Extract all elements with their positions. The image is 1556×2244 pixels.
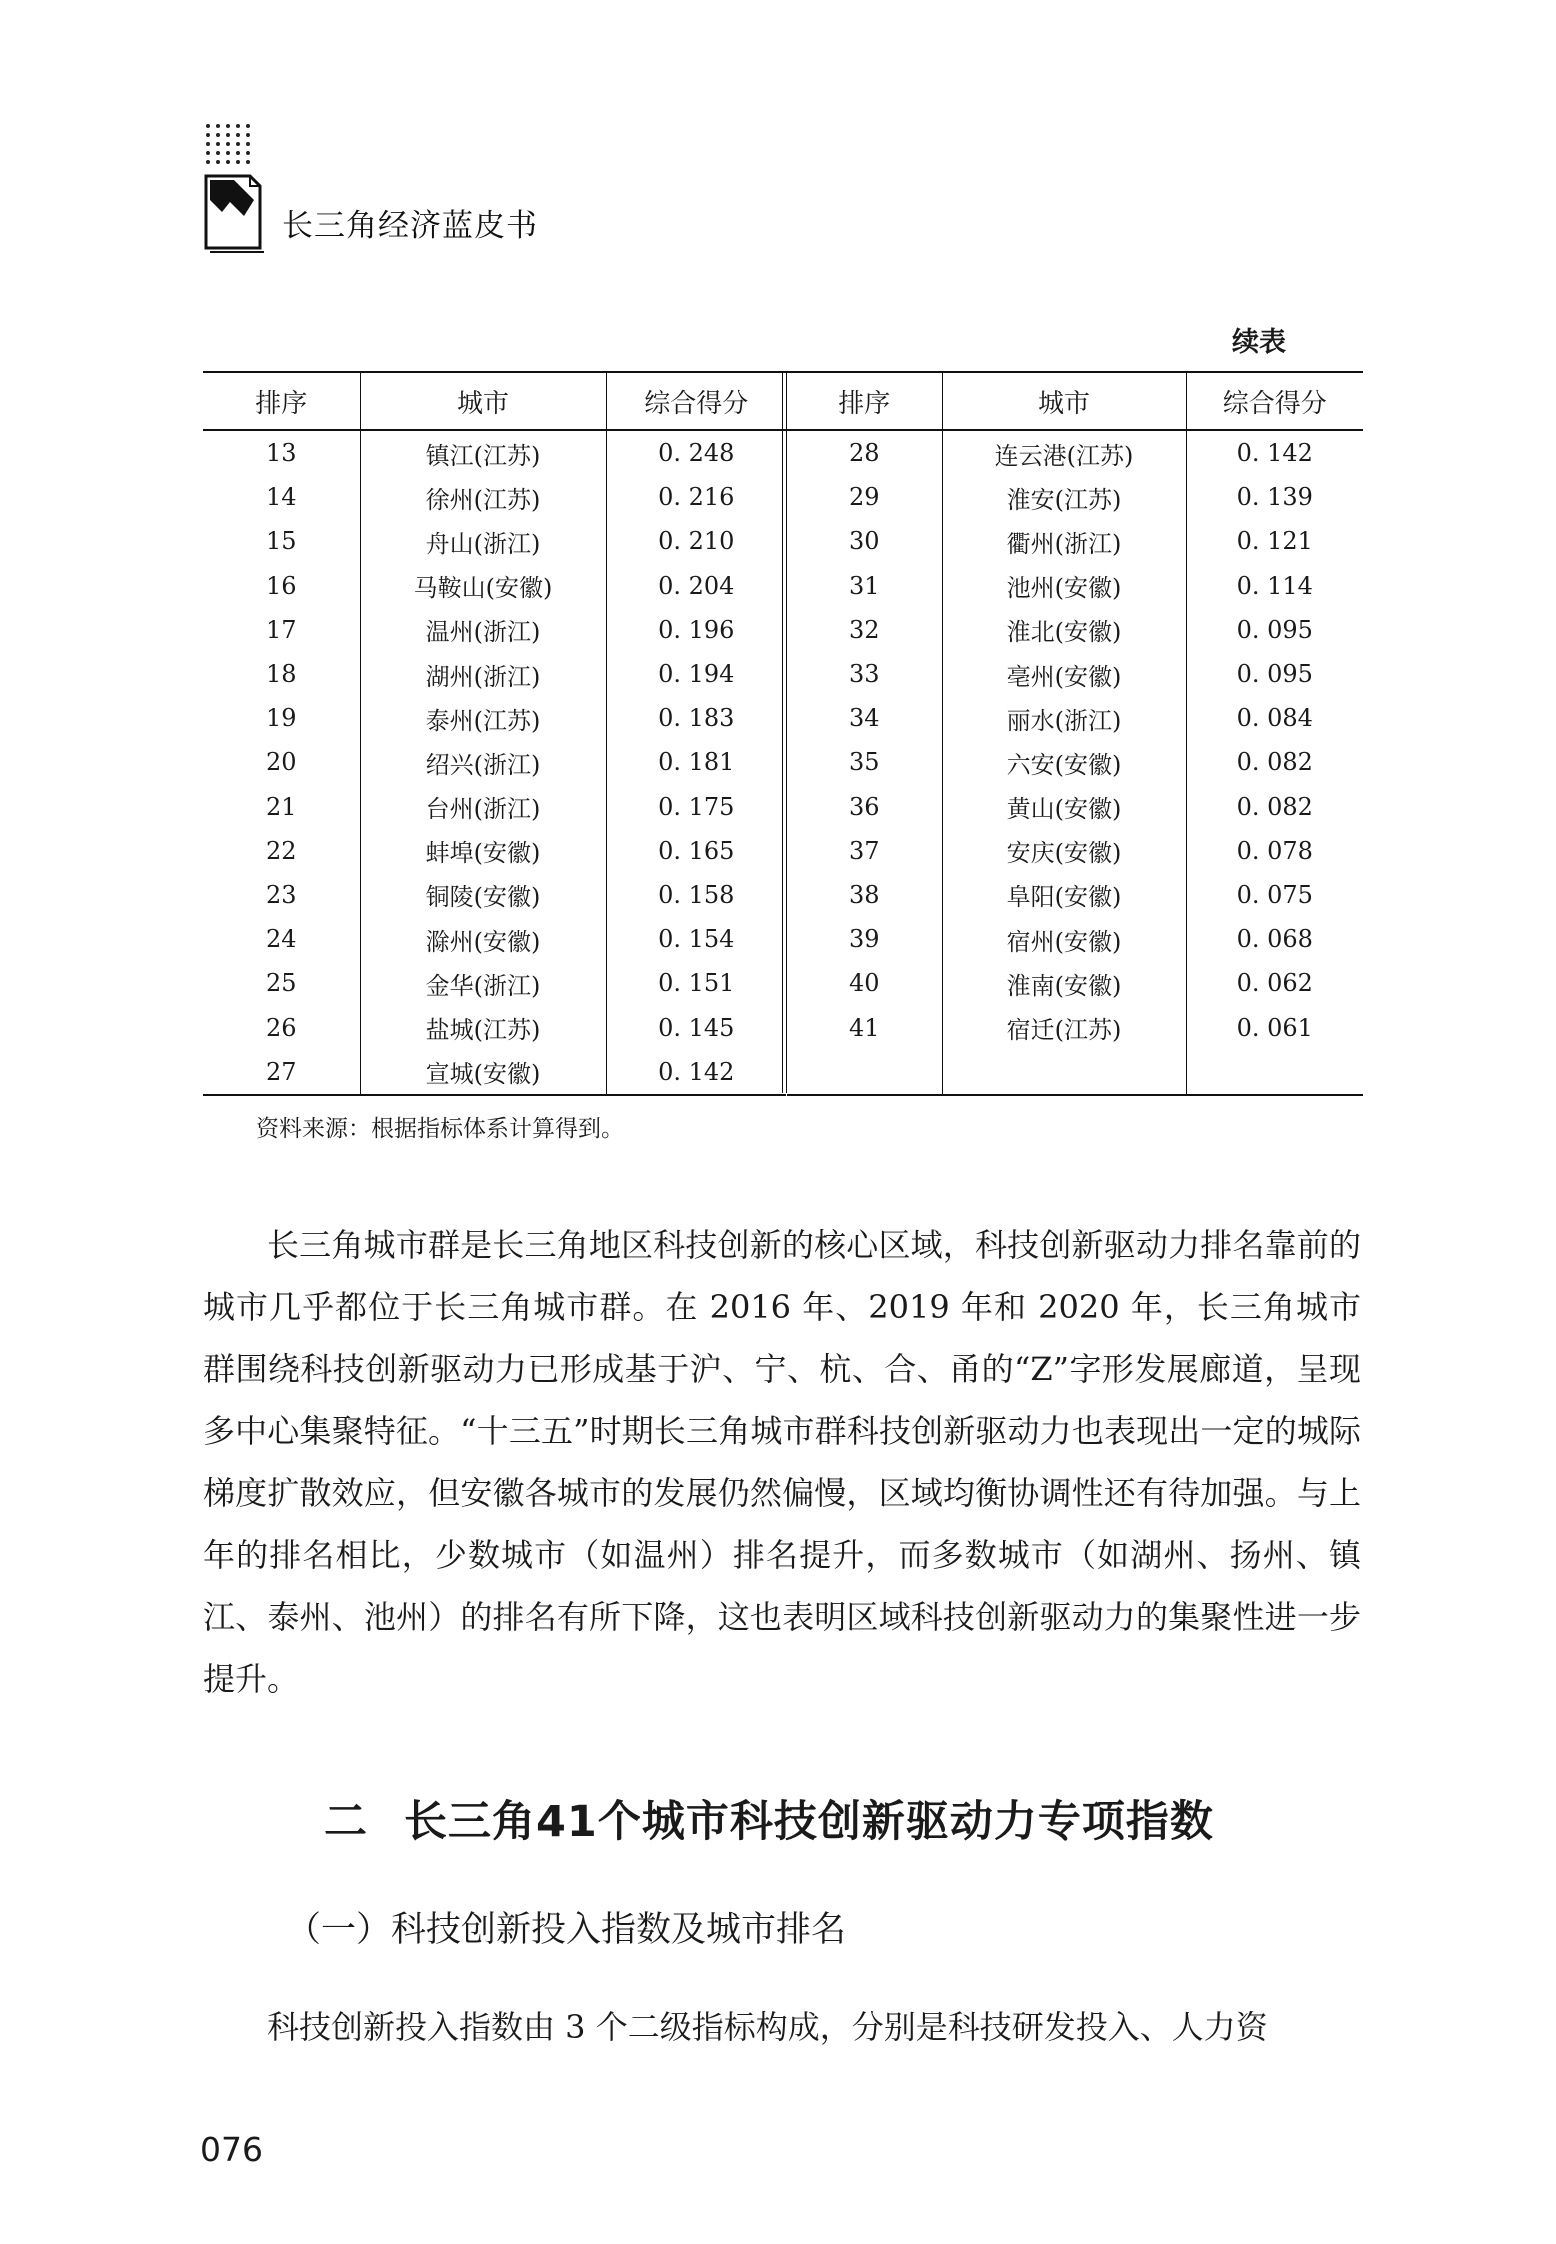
- table-row: [203, 873, 786, 917]
- score-cell: 0. 075: [1186, 873, 1363, 917]
- rank-cell: 23: [265, 880, 297, 909]
- rank-cell: 16: [265, 571, 297, 600]
- table-row: [203, 475, 786, 519]
- column-header-rank: 排序: [203, 372, 360, 430]
- score-cell: 0. 084: [1186, 696, 1363, 740]
- score-cell: 0. 210: [606, 519, 786, 563]
- column-header-city: 城市: [360, 372, 606, 430]
- rank-cell: [787, 1050, 942, 1095]
- score-cell: 0. 082: [1186, 785, 1363, 829]
- rank-cell: 15: [265, 527, 297, 556]
- city-cell: 舟山(浙江): [360, 519, 606, 563]
- score-cell: 0. 151: [606, 961, 786, 1005]
- score-cell: 0. 158: [606, 873, 786, 917]
- table-row: [203, 652, 786, 696]
- rank-cell: 13: [265, 439, 297, 468]
- score-cell: 0. 095: [1186, 652, 1363, 696]
- body-paragraph-continued: 科技创新投入指数由 3 个二级指标构成，分别是科技研发投入、人力资: [267, 2008, 1268, 2046]
- city-cell: 马鞍山(安徽): [360, 564, 606, 608]
- book-series-logo: [200, 120, 272, 260]
- score-cell: 0. 142: [1186, 430, 1363, 475]
- rank-cell: 37: [848, 836, 880, 865]
- city-cell: 池州(安徽): [942, 564, 1186, 608]
- city-cell: 台州(浙江): [360, 785, 606, 829]
- rank-cell: 14: [265, 483, 297, 512]
- table-continued-label: 续表: [1232, 327, 1286, 358]
- table-row: [787, 740, 1363, 784]
- city-cell: 淮南(安徽): [942, 961, 1186, 1005]
- table-row: [203, 608, 786, 652]
- table-row: [787, 475, 1363, 519]
- rank-cell: 30: [848, 527, 880, 556]
- city-cell: 安庆(安徽): [942, 829, 1186, 873]
- score-cell: 0. 181: [606, 740, 786, 784]
- rank-cell: 24: [265, 925, 297, 954]
- rank-cell: 39: [848, 925, 880, 954]
- score-cell: 0. 204: [606, 564, 786, 608]
- rank-cell: 33: [848, 660, 880, 689]
- table-row: [787, 564, 1363, 608]
- page-number: 076: [200, 2130, 263, 2169]
- table-row: [787, 829, 1363, 873]
- column-header-score: 综合得分: [606, 372, 786, 430]
- rank-cell: 18: [265, 660, 297, 689]
- city-cell: [942, 1050, 1186, 1095]
- rank-cell: 41: [848, 1013, 880, 1042]
- table-row: [787, 608, 1363, 652]
- header-book-title: 长三角经济蓝皮书: [282, 208, 538, 244]
- table-row: [787, 430, 1363, 475]
- city-cell: 盐城(江苏): [360, 1005, 606, 1049]
- rank-cell: 19: [265, 704, 297, 733]
- table-row: [203, 430, 786, 475]
- table-row: [787, 1005, 1363, 1049]
- city-cell: 阜阳(安徽): [942, 873, 1186, 917]
- table-row: [787, 873, 1363, 917]
- table-row: [787, 519, 1363, 563]
- rank-cell: 34: [848, 704, 880, 733]
- city-cell: 温州(浙江): [360, 608, 606, 652]
- rank-cell: 36: [848, 792, 880, 821]
- city-cell: 镇江(江苏): [360, 430, 606, 475]
- city-cell: 宿迁(江苏): [942, 1005, 1186, 1049]
- column-header-city: 城市: [942, 372, 1186, 430]
- ranking-table-left: [203, 371, 786, 1096]
- city-cell: 黄山(安徽): [942, 785, 1186, 829]
- city-cell: 连云港(江苏): [942, 430, 1186, 475]
- city-cell: 绍兴(浙江): [360, 740, 606, 784]
- city-cell: 亳州(安徽): [942, 652, 1186, 696]
- ranking-table-right: [787, 371, 1363, 1096]
- score-cell: 0. 194: [606, 652, 786, 696]
- rank-cell: 40: [848, 969, 880, 998]
- score-cell: 0. 196: [606, 608, 786, 652]
- table-row: [203, 829, 786, 873]
- table-row: [203, 1005, 786, 1049]
- city-cell: 泰州(江苏): [360, 696, 606, 740]
- city-cell: 湖州(浙江): [360, 652, 606, 696]
- city-cell: 铜陵(安徽): [360, 873, 606, 917]
- rank-cell: 35: [848, 748, 880, 777]
- table-row: [203, 785, 786, 829]
- score-cell: 0. 121: [1186, 519, 1363, 563]
- rank-cell: 22: [265, 836, 297, 865]
- table-row: [787, 785, 1363, 829]
- score-cell: 0. 068: [1186, 917, 1363, 961]
- city-cell: 金华(浙江): [360, 961, 606, 1005]
- score-cell: 0. 248: [606, 430, 786, 475]
- city-cell: 淮北(安徽): [942, 608, 1186, 652]
- body-paragraph: 长三角城市群是长三角地区科技创新的核心区域，科技创新驱动力排名靠前的城市几乎都位于长三角城市群。在 2016 年、2019 年和 2020 年，长三角城市群围绕科技创新驱动力已形成基于沪、宁、杭、合、甬的“Z”字形发展廊道，呈现多中心集聚特征。“十三五”时期长三角城市群科技创新驱动力也表现出一定的城际梯度扩散效应，但安徽各城市的发展仍然偏慢，区域均衡协调性还有待加强。与上年的排名相比，少数城市（如温州）排名提升，而多数城市（如湖州、扬州、镇江、泰州、池州）的排名有所下降，这也表明区域科技创新驱动力的集聚性进一步提升。: [203, 1226, 1361, 1698]
- rank-cell: 25: [265, 969, 297, 998]
- table-row: [203, 519, 786, 563]
- score-cell: 0. 095: [1186, 608, 1363, 652]
- city-cell: 丽水(浙江): [942, 696, 1186, 740]
- rank-cell: 21: [265, 792, 297, 821]
- rank-cell: 31: [848, 571, 880, 600]
- city-cell: 淮安(江苏): [942, 475, 1186, 519]
- score-cell: 0. 082: [1186, 740, 1363, 784]
- city-cell: 滁州(安徽): [360, 917, 606, 961]
- table-row: [203, 696, 786, 740]
- rank-cell: 29: [848, 483, 880, 512]
- score-cell: 0. 216: [606, 475, 786, 519]
- table-row: [787, 961, 1363, 1005]
- city-cell: 宣城(安徽): [360, 1050, 606, 1095]
- rank-cell: 38: [848, 880, 880, 909]
- table-row: [787, 696, 1363, 740]
- table-row: [787, 917, 1363, 961]
- score-cell: 0. 139: [1186, 475, 1363, 519]
- table-row: [203, 961, 786, 1005]
- rank-cell: 27: [203, 1050, 360, 1095]
- city-cell: 六安(安徽): [942, 740, 1186, 784]
- table-row: [203, 917, 786, 961]
- subsection-heading: （一）科技创新投入指数及城市排名: [286, 1910, 847, 1950]
- table-row: [203, 740, 786, 784]
- section-heading: [324, 1788, 1214, 1849]
- score-cell: 0. 062: [1186, 961, 1363, 1005]
- score-cell: 0. 183: [606, 696, 786, 740]
- table-row: [203, 564, 786, 608]
- rank-cell: 28: [848, 439, 880, 468]
- rank-cell: 20: [265, 748, 297, 777]
- score-cell: 0. 061: [1186, 1005, 1363, 1049]
- score-cell: 0. 154: [606, 917, 786, 961]
- score-cell: 0. 078: [1186, 829, 1363, 873]
- table-row: [787, 1050, 1363, 1095]
- city-cell: 衢州(浙江): [942, 519, 1186, 563]
- rank-cell: 17: [265, 615, 297, 644]
- city-cell: 徐州(江苏): [360, 475, 606, 519]
- table-source-note: 资料来源：根据指标体系计算得到。: [256, 1116, 624, 1142]
- city-cell: 蚌埠(安徽): [360, 829, 606, 873]
- score-cell: 0. 175: [606, 785, 786, 829]
- column-header-rank: 排序: [787, 372, 942, 430]
- table-row: [787, 652, 1363, 696]
- section-number: 二: [324, 1797, 368, 1847]
- rank-cell: 32: [848, 615, 880, 644]
- table-row: [203, 1050, 786, 1095]
- city-cell: 宿州(安徽): [942, 917, 1186, 961]
- score-cell: [1186, 1050, 1363, 1095]
- column-header-score: 综合得分: [1186, 372, 1363, 430]
- rank-cell: 26: [265, 1013, 297, 1042]
- score-cell: 0. 142: [606, 1050, 786, 1095]
- score-cell: 0. 165: [606, 829, 786, 873]
- score-cell: 0. 145: [606, 1005, 786, 1049]
- score-cell: 0. 114: [1186, 564, 1363, 608]
- section-title: 长三角41个城市科技创新驱动力专项指数: [404, 1797, 1214, 1847]
